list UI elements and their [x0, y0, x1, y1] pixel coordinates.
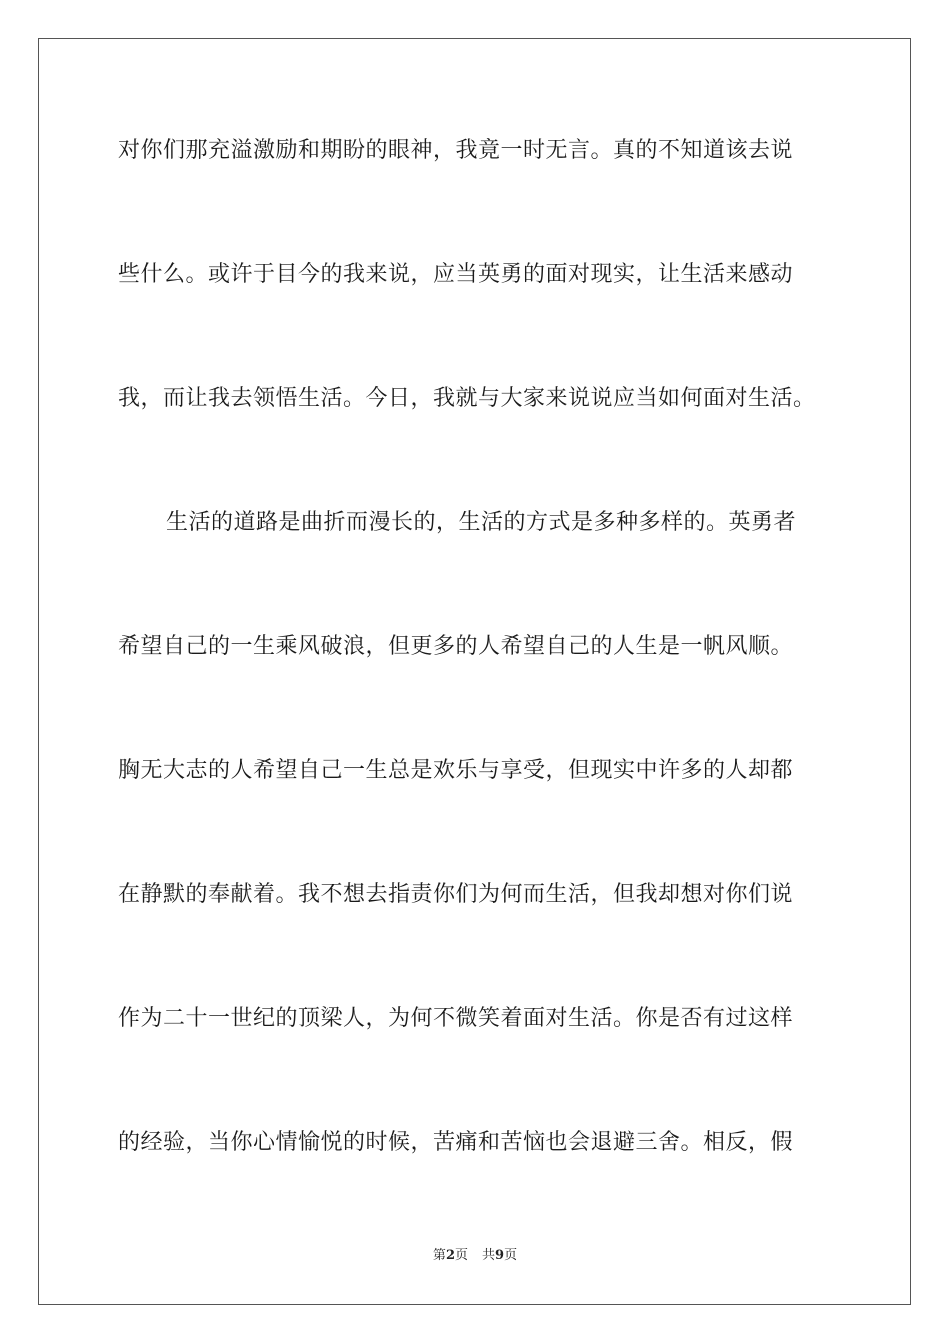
body-text-line: 希望自己的一生乘风破浪，但更多的人希望自己的人生是一帆风顺。	[118, 634, 794, 659]
footer-total-pages: 9	[495, 1248, 505, 1263]
body-text-line: 对你们那充溢激励和期盼的眼神，我竟一时无言。真的不知道该去说	[118, 138, 794, 163]
body-text-line: 胸无大志的人希望自己一生总是欢乐与享受，但现实中许多的人却都	[118, 758, 794, 783]
footer-total-suffix: 页	[504, 1248, 518, 1263]
footer-page-suffix: 页	[454, 1248, 468, 1263]
footer-page-prefix: 第	[432, 1248, 446, 1263]
body-text-line: 些什么。或许于目今的我来说，应当英勇的面对现实，让生活来感动	[118, 262, 794, 287]
page-footer	[0, 1247, 950, 1265]
body-text-line: 在静默的奉献着。我不想去指责你们为何而生活，但我却想对你们说	[118, 882, 794, 907]
page-border	[38, 38, 911, 1305]
footer-total-prefix: 共	[482, 1248, 496, 1263]
footer-page-number: 2	[445, 1248, 455, 1263]
body-text-line: 我，而让我去领悟生活。今日，我就与大家来说说应当如何面对生活。	[118, 386, 816, 411]
paragraph-first-line: 生活的道路是曲折而漫长的，生活的方式是多种多样的。英勇者	[166, 510, 797, 535]
body-text-line: 的经验，当你心情愉悦的时候，苦痛和苦恼也会退避三舍。相反，假	[118, 1130, 794, 1155]
body-text-line: 作为二十一世纪的顶梁人，为何不微笑着面对生活。你是否有过这样	[118, 1006, 794, 1031]
